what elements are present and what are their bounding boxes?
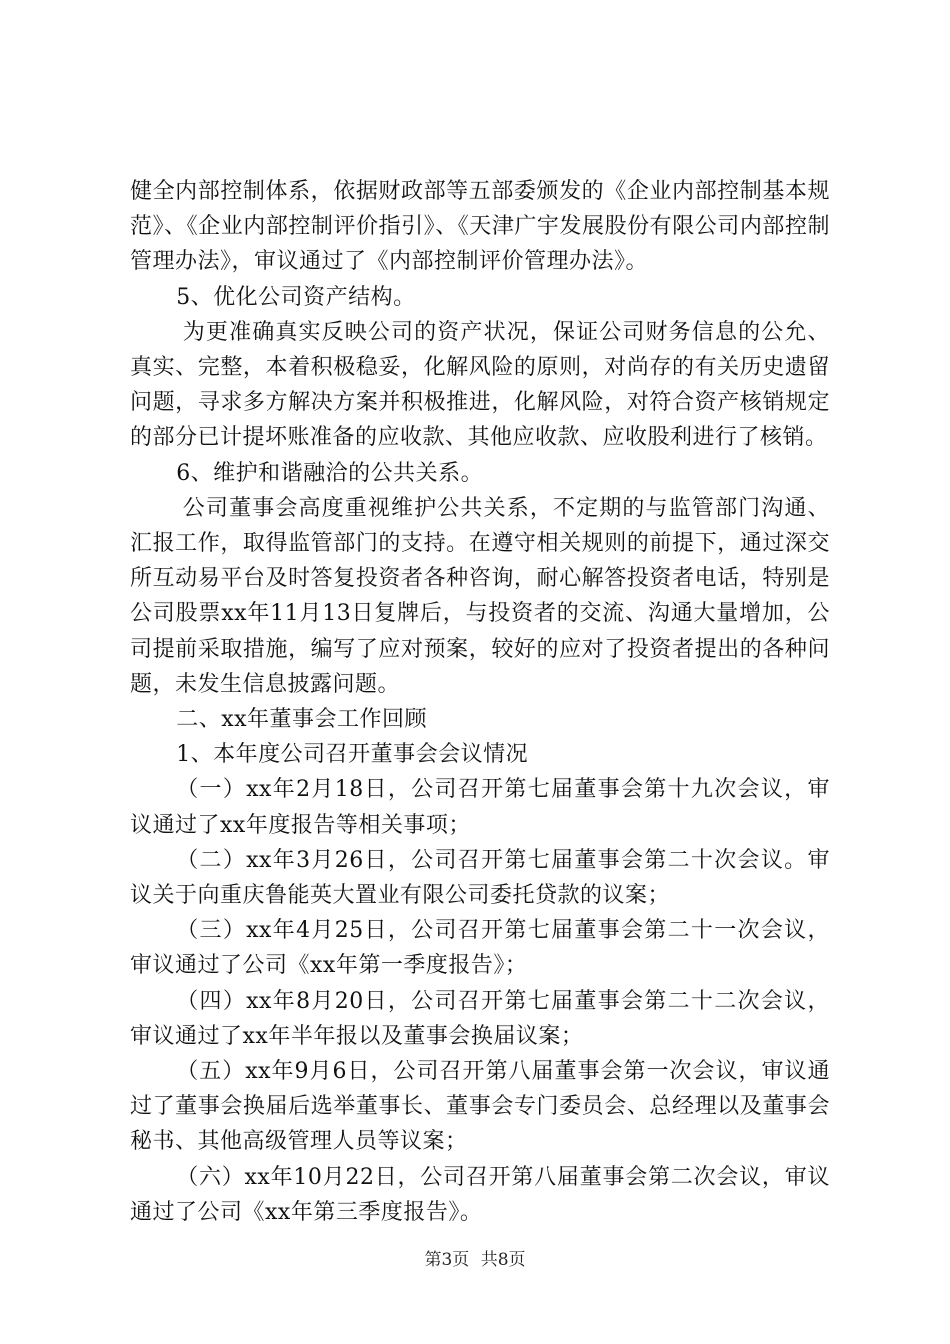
paragraph-internal-control: 健全内部控制体系，依据财政部等五部委颁发的《企业内部控制基本规范》、《企业内部控制评价指引》、《天津广宇发展股份有限公司内部控制管理办法》，审议通过了《内部控制评价管理办法》。 <box>130 179 830 275</box>
meeting-item-4: （四）xx年8月20日，公司召开第七届董事会第二十二次会议，审议通过了xx年半年报以及董事会换届议案； <box>130 988 830 1049</box>
meeting-item-3: （三）xx年4月25日，公司召开第七届董事会第二十一次会议，审议通过了公司《xx年第一季度报告》； <box>130 918 830 979</box>
heading-board-meetings: 1、本年度公司召开董事会会议情况 <box>176 742 529 768</box>
heading-public-relations: 6、维护和谐融洽的公共关系。 <box>176 460 484 486</box>
heading-optimize-asset-structure: 5、优化公司资产结构。 <box>176 284 416 310</box>
page-number-total: 共8页 <box>480 1250 526 1270</box>
heading-board-review: 二、xx年董事会工作回顾 <box>176 707 428 733</box>
paragraph-asset-status: 为更准确真实反映公司的资产状况，保证公司财务信息的公允、真实、完整，本着积极稳妥，化解风险的原则，对尚存的有关历史遗留问题，寻求多方解决方案并积极推进，化解风险，对符合资产核销规定的部分已计提坏账准备的应收款、其他应收款、应收股利进行了核销。 <box>130 319 830 451</box>
meeting-item-5: （五）xx年9月6日，公司召开第八届董事会第一次会议，审议通过了董事会换届后选举董事长、董事会专门委员会、总经理以及董事会秘书、其他高级管理人员等议案； <box>130 1059 830 1155</box>
meeting-item-2: （二）xx年3月26日，公司召开第七届董事会第二十次会议。审议关于向重庆鲁能英大置业有限公司委托贷款的议案； <box>130 847 830 909</box>
meeting-item-6: （六）xx年10月22日，公司召开第八届董事会第二次会议，审议通过了公司《xx年第三季度报告》。 <box>130 1164 830 1225</box>
page-footer <box>0 1245 950 1270</box>
paragraph-public-relations: 公司董事会高度重视维护公共关系，不定期的与监管部门沟通、汇报工作，取得监管部门的支持。在遵守相关规则的前提下，通过深交所互动易平台及时答复投资者各种咨询，耐心解答投资者电话，特别是公司股票xx年11月13日复牌后，与投资者的交流、沟通大量增加，公司提前采取措施，编写了应对预案，较好的应对了投资者提出的各种问题，未发生信息披露问题。 <box>130 495 830 697</box>
document-body <box>130 174 830 1230</box>
page-number-current: 第3页 <box>424 1250 470 1270</box>
meeting-item-1: （一）xx年2月18日，公司召开第七届董事会第十九次会议，审议通过了xx年度报告等相关事项； <box>130 777 830 838</box>
